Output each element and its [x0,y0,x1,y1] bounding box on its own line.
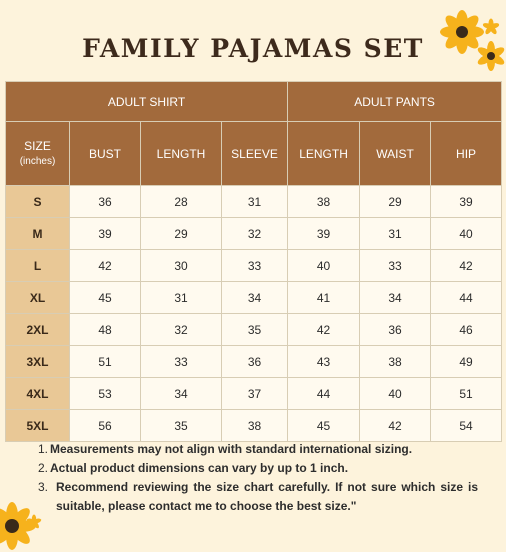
note-text: Recommend reviewing the size chart carefully. If not sure which size is suitable, please contact me to choose the best size." [56,480,478,513]
measurement-cell: 35 [222,314,288,346]
measurement-cell: 46 [431,314,502,346]
note-text: Measurements may not align with standard international sizing. [50,442,413,456]
measurement-cell: 34 [360,282,431,314]
size-cell: S [6,186,70,218]
measurement-cell: 42 [288,314,360,346]
measurement-cell: 42 [70,250,141,282]
table-row [6,186,502,218]
size-chart-table [5,81,502,442]
measurement-cell: 39 [70,218,141,250]
page-title: FAMILY PAJAMAS SET [82,34,424,63]
size-header-label: SIZE [24,138,51,153]
measurement-cell: 42 [360,410,431,442]
note-number: 3. [38,480,49,494]
column-header-pants-length: LENGTH [288,122,360,186]
measurement-cell: 31 [360,218,431,250]
group-header-adult-pants: ADULT PANTS [288,82,502,122]
measurement-cell: 42 [431,250,502,282]
measurement-cell: 54 [431,410,502,442]
measurement-cell: 51 [70,346,141,378]
measurement-cell: 41 [288,282,360,314]
size-cell: 5XL [6,410,70,442]
table-row [6,282,502,314]
measurement-cell: 31 [141,282,222,314]
measurement-cell: 39 [288,218,360,250]
measurement-cell: 33 [360,250,431,282]
measurement-cell: 32 [222,218,288,250]
measurement-cell: 32 [141,314,222,346]
measurement-cell: 28 [141,186,222,218]
measurement-cell: 38 [222,410,288,442]
note-item [38,478,478,516]
measurement-cell: 44 [431,282,502,314]
measurement-cell: 53 [70,378,141,410]
table-row [6,378,502,410]
measurement-cell: 29 [141,218,222,250]
measurement-cell: 38 [360,346,431,378]
size-unit-label: (inches) [19,155,56,167]
measurement-cell: 45 [288,410,360,442]
table-row [6,314,502,346]
measurement-cell: 43 [288,346,360,378]
measurement-cell: 51 [431,378,502,410]
table-row [6,346,502,378]
note-number: 1. [38,442,49,456]
measurement-cell: 40 [431,218,502,250]
measurement-cell: 33 [141,346,222,378]
measurement-cell: 33 [222,250,288,282]
measurement-cell: 40 [360,378,431,410]
column-header-bust: BUST [70,122,141,186]
measurement-cell: 36 [70,186,141,218]
table-row [6,250,502,282]
measurement-cell: 31 [222,186,288,218]
size-cell: XL [6,282,70,314]
measurement-cell: 56 [70,410,141,442]
note-number: 2. [38,461,49,475]
size-cell: 2XL [6,314,70,346]
column-header-sleeve: SLEEVE [222,122,288,186]
measurement-cell: 34 [222,282,288,314]
measurement-cell: 36 [222,346,288,378]
note-text: Actual product dimensions can vary by up to 1 inch. [50,461,349,475]
measurement-cell: 34 [141,378,222,410]
size-column-header [6,122,70,186]
measurement-cell: 40 [288,250,360,282]
column-header-waist: WAIST [360,122,431,186]
group-header-adult-shirt: ADULT SHIRT [6,82,288,122]
note-item [38,459,478,478]
measurement-cell: 45 [70,282,141,314]
measurement-cell: 39 [431,186,502,218]
notes-list [38,440,478,516]
size-cell: 3XL [6,346,70,378]
measurement-cell: 36 [360,314,431,346]
table-row [6,410,502,442]
measurement-cell: 29 [360,186,431,218]
column-header-shirt-length: LENGTH [141,122,222,186]
note-item [38,440,478,459]
measurement-cell: 37 [222,378,288,410]
table-row [6,218,502,250]
size-cell: M [6,218,70,250]
measurement-cell: 38 [288,186,360,218]
measurement-cell: 48 [70,314,141,346]
size-cell: 4XL [6,378,70,410]
size-cell: L [6,250,70,282]
measurement-cell: 30 [141,250,222,282]
column-header-hip: HIP [431,122,502,186]
measurement-cell: 44 [288,378,360,410]
measurement-cell: 35 [141,410,222,442]
sunflower-icon [26,514,42,530]
measurement-cell: 49 [431,346,502,378]
